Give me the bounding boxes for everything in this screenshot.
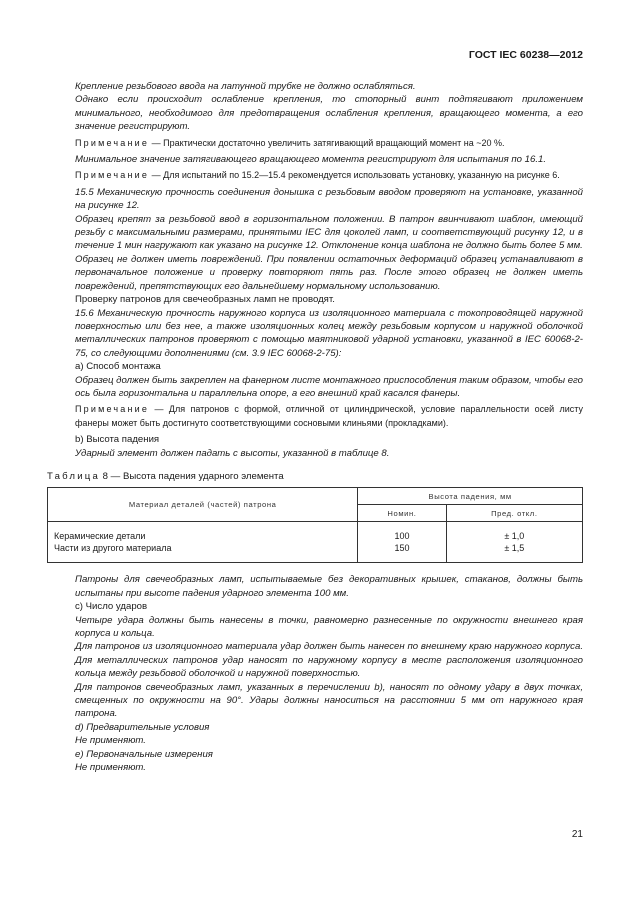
- table-caption-text: 8 — Высота падения ударного элемента: [100, 470, 284, 482]
- document-body: [47, 80, 583, 774]
- table-body-row: [48, 522, 583, 563]
- note-paragraph: [75, 137, 583, 150]
- page-number: 21: [571, 829, 583, 840]
- body-paragraph: 15.5 Механическую прочность соединения донышка с резьбовым вводом проверяют на установке, указанной на рисунке 12.: [75, 186, 583, 212]
- material-other: Части из другого материала: [54, 543, 172, 554]
- material-ceramic: Керамические детали: [54, 531, 146, 542]
- body-paragraph: Патроны для свечеобразных ламп, испытываемые без декоративных крышек, стаканов, должны быть испытаны при высоте падения ударного элемента 100 мм.: [75, 574, 583, 599]
- body-paragraph: Однако если происходит ослабление крепления, то стопорный винт подтягивают приложением минимального, необходимого для предотвращения ослабления крепления, вращающего момента, а его значение регистрируют.: [75, 94, 583, 133]
- standard-header: ГОСТ IEC 60238—2012: [468, 49, 583, 61]
- col-material-header: Материал деталей (частей) патрона: [48, 488, 358, 522]
- col-height-header: Высота падения, мм: [358, 488, 583, 505]
- body-paragraph: 15.6 Механическую прочность наружного корпуса из изоляционного материала с токопроводящей наружной поверхностью или без нее, а также изоляционных колец между резьбовым корпусом и наружной оболочкой металлических патронов проверяют с помощью маятниковой ударной установки, указанной в IEC 60068-2-75, со следующими дополнениями (см. 3.9 IEC 60068-2-75):: [75, 307, 583, 359]
- tolerance-cell: [446, 522, 582, 563]
- body-paragraph: a) Способ монтажа: [75, 361, 161, 373]
- nominal-value: 100: [394, 531, 410, 542]
- body-paragraph: b) Высота падения: [75, 434, 160, 446]
- table-caption: [47, 470, 583, 483]
- nominal-cell: [358, 522, 446, 563]
- note-text: — Практически достаточно увеличить затягивающий вращающий момент на ~20 %.: [149, 137, 505, 148]
- nominal-value: 150: [394, 543, 410, 554]
- body-paragraph: Для патронов свечеобразных ламп, указанных в перечислении b), наносят по одному удару в двух точках, смещенных по окружности на 90°. Удары должны наноситься на расстоянии 5 мм от наружного края патрона.: [75, 681, 583, 720]
- body-paragraph: e) Первоначальные измерения: [75, 748, 213, 760]
- body-paragraph: Не применяют.: [75, 735, 146, 747]
- body-paragraph: Ударный элемент должен падать с высоты, указанной в таблице 8.: [75, 447, 390, 459]
- col-nominal-header: Номин.: [358, 505, 446, 522]
- note-paragraph: [75, 403, 583, 430]
- body-paragraph: Для патронов из изоляционного материала удар должен быть нанесен по внешнему краю наружного корпуса. Для металлических патронов удар наносят по наружному корпусу в месте расположения изоляционного кольца между резьбовой оболочкой и наружной поверхностью.: [75, 641, 583, 680]
- note-paragraph: [75, 169, 583, 182]
- table-caption-label: Таблица: [47, 470, 101, 482]
- note-label: Примечание: [75, 170, 150, 181]
- body-paragraph: Не применяют.: [75, 762, 146, 774]
- note-text: — Для испытаний по 15.2—15.4 рекомендуется использовать установку, указанную на рисунке 6.: [149, 170, 560, 181]
- drop-height-table: [47, 487, 583, 563]
- body-paragraph: Образец должен быть закреплен на фанерном листе монтажного приспособления таким образом, чтобы его ось была горизонтальна и параллельна опоре, а его внешний край касался фанеры.: [75, 374, 583, 399]
- note-text: — Для патронов с формой, отличной от цилиндрической, условие параллельности осей листу фанеры может быть достигнуто соответствующими сосновыми клиньями (прокладками).: [75, 404, 583, 428]
- material-cell: [48, 522, 358, 563]
- note-label: Примечание: [75, 137, 150, 148]
- body-paragraph: c) Число ударов: [75, 601, 148, 613]
- body-paragraph: Крепление резьбового ввода на латунной трубке не должно ослабляться.: [75, 81, 416, 92]
- text-section-top: [75, 80, 583, 460]
- body-paragraph: Образец не должен иметь повреждений. При появлении остаточных деформаций образец устанавливают в первоначальное положение и проверку повторяют пять раз. После этого образец не должен иметь повреждений, препятствующих его дальнейшему нормальному использованию.: [75, 253, 583, 292]
- body-paragraph: Минимальное значение затягивающего вращающего момента регистрируют для испытания по 16.1.: [75, 154, 547, 166]
- body-paragraph: Четыре удара должны быть нанесены в точки, равномерно разнесенные по окружности внешнего края корпуса и кольца.: [75, 614, 583, 639]
- tolerance-value: ± 1,5: [504, 543, 525, 554]
- col-tolerance-header: Пред. откл.: [446, 505, 582, 522]
- note-label: Примечание: [75, 404, 150, 415]
- body-paragraph: Образец крепят за резьбовой ввод в горизонтальном положении. В патрон ввинчивают шаблон, имеющий резьбу с максимальными размерами, принятыми IEC для цоколей ламп, и соответствующий рисунку 12, и в течение 1 мин нагружают как указано на рисунке 12. Отклонение конца шаблона не должно быть более 5 мм.: [75, 213, 583, 252]
- body-paragraph: Проверку патронов для свечеобразных ламп не проводят.: [75, 294, 335, 306]
- tolerance-value: ± 1,0: [504, 531, 525, 542]
- text-section-bottom: [75, 573, 583, 774]
- body-paragraph: d) Предварительные условия: [75, 721, 210, 733]
